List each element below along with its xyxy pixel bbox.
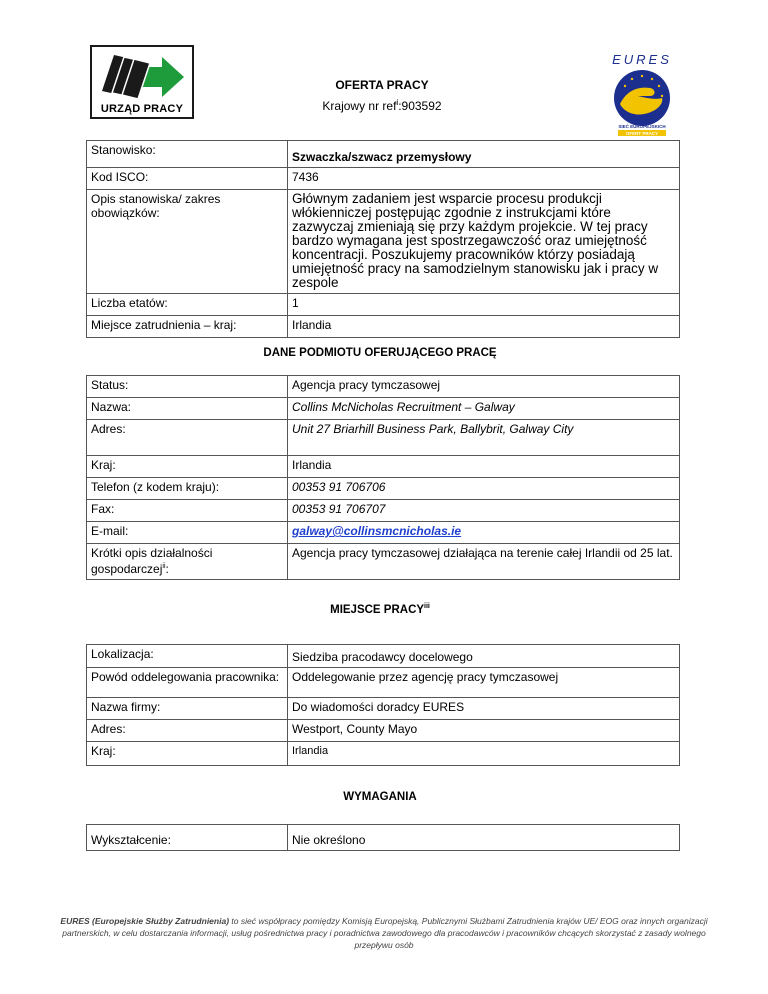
- name-label: Nazwa:: [87, 398, 288, 420]
- workplace-marker: iii: [424, 603, 430, 610]
- offer-reference: [250, 98, 514, 113]
- requirements-table: [86, 824, 680, 851]
- country-label: Miejsce zatrudnienia – kraj:: [87, 316, 288, 338]
- fax-value: 00353 91 706707: [288, 500, 680, 522]
- activity-marker: ii: [162, 563, 166, 570]
- ref-value: :903592: [398, 99, 442, 113]
- reason-value: Oddelegowanie przez agencję pracy tymczasowej: [288, 668, 680, 698]
- workplace-address-label: Adres:: [87, 720, 288, 742]
- table-row: [87, 168, 680, 190]
- offer-title: OFERTA PRACY: [335, 78, 429, 92]
- table-row: [87, 316, 680, 338]
- description-value: Głównym zadaniem jest wsparcie procesu produkcji włókienniczej postępując zgodnie z instrukcjami które zazwyczaj zmieniają się przy każdym projekcie. W tej pracy bardzo wymagana jest spostrzegawczość oraz umiejętność koncentracji. Poszukujemy pracowników którzy posiadają umiejętność pracy na samodzielnym stanowisku jak i pracy w zespole: [288, 190, 680, 294]
- table-row: [87, 500, 680, 522]
- status-label: Status:: [87, 376, 288, 398]
- phone-value: 00353 91 706706: [288, 478, 680, 500]
- table-row: [87, 294, 680, 316]
- table-row: [87, 376, 680, 398]
- company-label: Nazwa firmy:: [87, 698, 288, 720]
- activity-label-text: Krótki opis działalności gospodarczej: [91, 546, 213, 576]
- table-row: [87, 190, 680, 294]
- name-value: Collins McNicholas Recruitment – Galway: [288, 398, 680, 420]
- country-value: Irlandia: [288, 316, 680, 338]
- location-label: Lokalizacja:: [87, 645, 288, 668]
- location-value: Siedziba pracodawcy docelowego: [288, 645, 680, 668]
- logo-caption: URZĄD PRACY: [100, 103, 184, 115]
- ref-label: Krajowy nr ref: [322, 99, 397, 113]
- workplace-table: [86, 644, 680, 766]
- position-value: Szwaczka/szwacz przemysłowy: [288, 141, 680, 168]
- footer-rest: to sieć współpracy pomiędzy Komisją Europejską, Publicznymi Służbami Zatrudnienia krajów UE/ EOG oraz innych organizacji partnerskich, w celu dostarczania informacji, usług pośrednictwa pracy i poradnictwa zawodowego dla pracodawców i pracowników chcących skorzystać z zasady wolnego przepływu osób: [62, 916, 708, 950]
- description-label: Opis stanowiska/ zakres obowiązków:: [87, 190, 288, 294]
- isco-label: Kod ISCO:: [87, 168, 288, 190]
- activity-label: [87, 544, 288, 580]
- table-row: [87, 645, 680, 668]
- email-label: E-mail:: [87, 522, 288, 544]
- table-row: [87, 420, 680, 456]
- workplace-country-value: Irlandia: [288, 742, 680, 766]
- table-row: [87, 668, 680, 698]
- phone-label: Telefon (z kodem kraju):: [87, 478, 288, 500]
- footer-note: [60, 915, 708, 951]
- workplace-address-value: Westport, County Mayo: [288, 720, 680, 742]
- table-row: [87, 825, 680, 851]
- address-label: Adres:: [87, 420, 288, 456]
- education-value: Nie określono: [288, 825, 680, 851]
- ref-marker: i: [396, 98, 399, 107]
- urzad-pracy-logo: [90, 45, 194, 119]
- count-value: 1: [288, 294, 680, 316]
- employer-section-title: DANE PODMIOTU OFERUJĄCEGO PRACĘ: [263, 347, 497, 359]
- table-row: [87, 522, 680, 544]
- workplace-country-label: Kraj:: [87, 742, 288, 766]
- workplace-title-text: MIEJSCE PRACY: [330, 603, 425, 616]
- education-label: Wykształcenie:: [87, 825, 288, 851]
- status-value: Agencja pracy tymczasowej: [288, 376, 680, 398]
- table-row: [87, 742, 680, 766]
- table-row: [87, 720, 680, 742]
- documents-arrow-icon: [92, 47, 192, 103]
- email-link[interactable]: galway@collinsmcnicholas.ie: [292, 524, 462, 538]
- table-row: [87, 398, 680, 420]
- position-label: Stanowisko:: [87, 141, 288, 168]
- activity-colon: :: [165, 562, 169, 576]
- eures-logo-subtitle: SIEĆ EUROPEJSKICH: [618, 124, 666, 129]
- eures-logo-band: OFERT PRACY: [625, 130, 659, 136]
- address-value: Unit 27 Briarhill Business Park, Ballybrit, Galway City: [288, 420, 680, 456]
- table-row: [87, 544, 680, 580]
- company-value: Do wiadomości doradcy EURES: [288, 698, 680, 720]
- employer-country-value: Irlandia: [288, 456, 680, 478]
- count-label: Liczba etatów:: [87, 294, 288, 316]
- offer-table: [86, 140, 680, 338]
- footer-bold: EURES (Europejskie Służby Zatrudnienia): [60, 916, 230, 926]
- table-row: [87, 698, 680, 720]
- requirements-section-title: WYMAGANIA: [343, 791, 417, 803]
- eures-logo: [606, 52, 678, 136]
- table-row: [87, 456, 680, 478]
- activity-value: Agencja pracy tymczasowej działająca na terenie całej Irlandii od 25 lat.: [288, 544, 680, 580]
- isco-value: 7436: [288, 168, 680, 190]
- employer-table: [86, 375, 680, 580]
- fax-label: Fax:: [87, 500, 288, 522]
- table-row: [87, 478, 680, 500]
- table-row: [87, 141, 680, 168]
- eures-logo-text: EURES: [612, 52, 672, 67]
- workplace-section-title: [80, 603, 680, 616]
- reason-label: Powód oddelegowania pracownika:: [87, 668, 288, 698]
- employer-country-label: Kraj:: [87, 456, 288, 478]
